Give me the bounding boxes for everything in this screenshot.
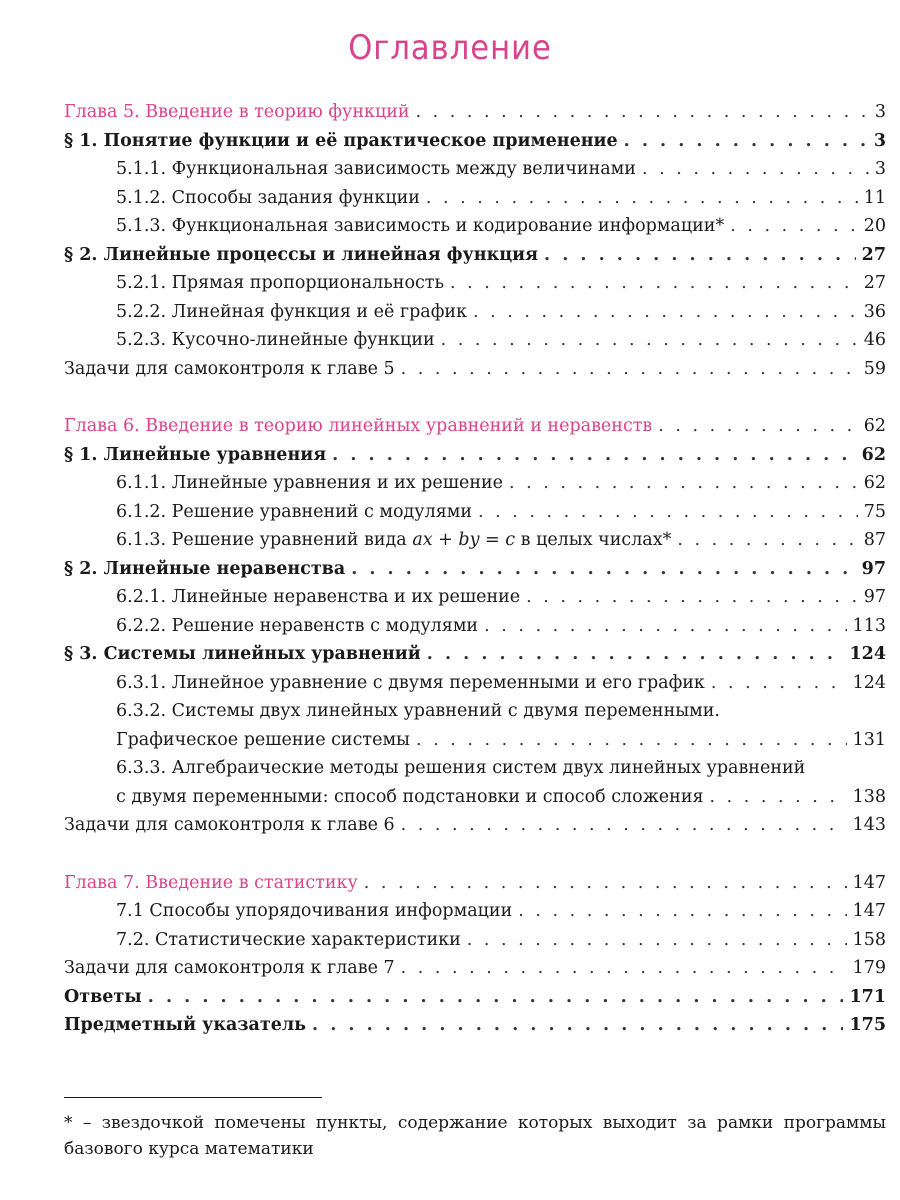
leader-dots [416,102,869,122]
toc-page-number: 97 [863,587,886,607]
toc-item-5-1-1[interactable] [64,159,886,188]
toc-entry-title-part: 6.1.3. Решение уравнений вида [116,530,413,550]
toc-entry-title: 5.1.1. Функциональная зависимость между величинами [116,159,636,179]
leader-dots [518,901,846,921]
toc-entry-title: 6.1.2. Решение уравнений с модулями [116,501,473,522]
toc-entry-title: § 2. Линейные неравенства [64,558,346,579]
toc-entry-title: 6.2.2. Решение неравенств с модулями [116,615,479,636]
toc-page-number: 27 [861,244,886,265]
leader-dots [332,445,855,465]
leader-dots [473,302,858,322]
toc-item-6-3-2-line-1[interactable] [64,701,886,730]
leader-dots [478,502,858,522]
footnote: * – звездочкой помечены пункты, содержание которых выходит за рамки программы базового курса математики [64,1113,886,1159]
leader-dots [467,930,847,950]
toc-page-number: 97 [861,558,886,579]
toc-entry-title: 6.3.3. Алгебраические методы решения систем двух линейных уравнений [116,758,806,778]
toc-item-6-2-2[interactable] [64,616,886,645]
toc-page-number: 62 [861,444,886,465]
toc-entry-title: 6.3.1. Линейное уравнение с двумя переменными и его график [116,672,705,693]
leader-dots [401,958,847,978]
toc-page-number: 87 [863,530,886,550]
toc-entry-title: Задачи для самоконтроля к главе 7 [64,958,395,978]
toc-entry-title: Задачи для самоконтроля к главе 6 [64,815,395,835]
toc-section-6-1[interactable] [64,445,886,474]
toc-item-6-1-1[interactable] [64,473,886,502]
leader-dots [677,530,857,550]
toc-entry-title: 5.2.3. Кусочно-линейные функции [116,330,435,350]
toc-entry-title: Задачи для самоконтроля к главе 5 [64,358,395,379]
toc-item-5-2-2[interactable] [64,302,886,331]
leader-dots [624,131,868,151]
toc-page-number: 75 [863,501,886,522]
leader-dots [401,359,858,379]
leader-dots [509,473,858,493]
toc-entry-title: Глава 6. Введение в теорию линейных уравнений и неравенств [64,416,653,436]
toc-entry-title-part: в целых числах* [515,530,672,550]
toc-page-number: 62 [863,473,886,493]
toc-page-number: 3 [874,102,886,122]
table-of-contents [64,102,886,1044]
toc-page-number: 46 [863,330,886,350]
toc-item-6-1-2[interactable] [64,502,886,531]
toc-page-number: 131 [852,729,886,750]
toc-entry-title: § 2. Линейные процессы и линейная функция [64,244,539,265]
footnote-divider [64,1097,322,1098]
toc-page-number: 124 [849,644,886,664]
toc-page-number: 179 [852,958,886,978]
toc-tasks-chapter-5[interactable] [64,359,886,388]
toc-entry-title: Предметный указатель [64,1015,307,1035]
toc-page-number: 113 [852,615,886,636]
toc-item-7-2[interactable] [64,930,886,959]
leader-dots [426,188,858,208]
toc-item-6-3-1[interactable] [64,673,886,702]
toc-page-number: 147 [852,872,886,893]
toc-entry-title: 6.2.1. Линейные неравенства и их решение [116,587,521,607]
toc-item-7-1[interactable] [64,901,886,930]
spacer [64,844,886,873]
toc-page-number: 11 [863,187,886,208]
toc-entry-title: 5.1.2. Способы задания функции [116,187,420,208]
toc-entry-title: § 1. Понятие функции и её практическое применение [64,130,618,151]
toc-entry-title: 5.2.1. Прямая пропорциональность [116,273,445,293]
toc-page-number: 158 [852,929,886,950]
toc-section-5-2[interactable] [64,245,886,274]
toc-item-5-2-1[interactable] [64,273,886,302]
toc-entry-title: Ответы [64,986,142,1007]
leader-dots [711,673,847,693]
leader-dots [148,987,844,1007]
toc-page-number: 3 [874,159,886,179]
page-title: Оглавление [348,28,552,68]
leader-dots [364,873,847,893]
toc-page-number: 138 [852,786,886,807]
toc-answers[interactable] [64,987,886,1016]
toc-chapter-6[interactable] [64,416,886,445]
toc-entry-title: 6.3.2. Системы двух линейных уравнений с двумя переменными. [116,701,720,721]
toc-page-number: 3 [873,130,886,151]
leader-dots [351,559,855,579]
leader-dots [441,330,858,350]
toc-entry-title: 5.2.2. Линейная функция и её график [116,301,468,322]
toc-entry-title: § 3. Системы линейных уравнений [64,644,421,664]
leader-dots [544,245,856,265]
leader-dots [450,273,858,293]
toc-entry-title: 7.2. Статистические характеристики [116,929,461,950]
toc-page-number: 36 [863,301,886,322]
leader-dots [710,787,847,807]
leader-dots [312,1015,843,1035]
toc-entry-title: § 1. Линейные уравнения [64,444,327,465]
toc-item-6-2-1[interactable] [64,587,886,616]
toc-page-number: 124 [852,672,886,693]
leader-dots [484,616,846,636]
leader-dots [642,159,869,179]
toc-subject-index[interactable] [64,1015,886,1044]
leader-dots [416,730,847,750]
toc-item-6-3-3-line-1[interactable] [64,758,886,787]
toc-item-5-1-3[interactable] [64,216,886,245]
toc-entry-title: с двумя переменными: способ подстановки и способ сложения [116,786,704,807]
toc-item-6-3-2-line-2[interactable] [64,730,886,759]
spacer [64,387,886,416]
leader-dots [730,216,858,236]
toc-tasks-chapter-6[interactable] [64,815,886,844]
toc-item-6-3-3-line-2[interactable] [64,787,886,816]
toc-page-number: 59 [863,358,886,379]
toc-page-number: 171 [849,986,886,1007]
toc-tasks-chapter-7[interactable] [64,958,886,987]
toc-entry-title: Глава 7. Введение в статистику [64,872,358,893]
leader-dots [658,416,857,436]
toc-page-number: 175 [849,1015,886,1035]
toc-page-number: 147 [852,901,886,921]
toc-entry-title: Графическое решение системы [116,729,410,750]
leader-dots [427,644,844,664]
toc-page-number: 62 [863,416,886,436]
toc-entry-title: Глава 5. Введение в теорию функций [64,102,410,122]
leader-dots [401,815,847,835]
toc-entry-title: 6.1.1. Линейные уравнения и их решение [116,473,504,493]
equation: ax + by = c [412,530,516,550]
toc-item-6-1-3[interactable] [64,530,886,559]
toc-item-5-2-3[interactable] [64,330,886,359]
toc-entry-title: 5.1.3. Функциональная зависимость и кодирование информации* [116,216,725,236]
toc-section-6-3[interactable] [64,644,886,673]
toc-section-5-1[interactable] [64,131,886,160]
leader-dots [526,587,858,607]
toc-page-number: 27 [863,273,886,293]
toc-page-number: 143 [852,815,886,835]
toc-entry-title [116,530,671,550]
toc-page-number: 20 [863,216,886,236]
toc-item-5-1-2[interactable] [64,188,886,217]
toc-chapter-7[interactable] [64,873,886,902]
toc-entry-title: 7.1 Способы упорядочивания информации [116,901,513,921]
toc-chapter-5[interactable] [64,102,886,131]
toc-section-6-2[interactable] [64,559,886,588]
